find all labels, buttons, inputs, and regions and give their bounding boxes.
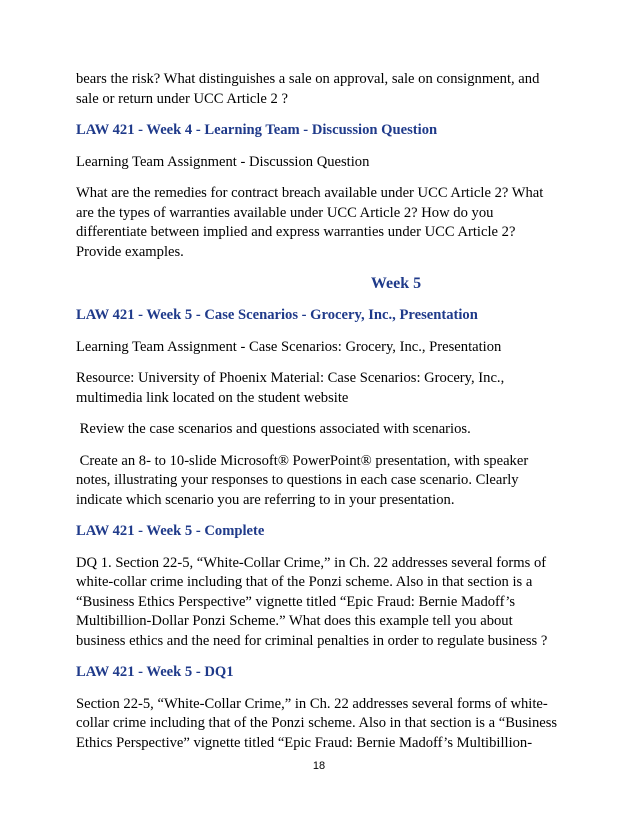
week4-assignment-label: Learning Team Assignment - Discussion Question — [76, 153, 370, 170]
text-line: bears the risk? What distinguishes a sale on approval, sale on consignment, and — [76, 71, 540, 87]
text-line: Create an 8- to 10-slide Microsoft® PowerPoint® presentation, with speaker — [76, 452, 529, 469]
week4-question-paragraph — [76, 184, 566, 262]
text-line: collar crime including that of the Ponzi scheme. Also in that section is a “Business — [76, 715, 558, 731]
text-line: Ethics Perspective” vignette titled “Epic Fraud: Bernie Madoff’s Multibillion- — [76, 734, 533, 751]
text-line: business ethics and the need for criminal penalties in order to regulate business ? — [76, 632, 548, 649]
text-line: are the types of warranties available under UCC Article 2? How do you — [76, 204, 494, 221]
text-line: sale or return under UCC Article 2 ? — [76, 90, 288, 107]
week5-case-heading: LAW 421 - Week 5 - Case Scenarios - Grocery, Inc., Presentation — [76, 307, 478, 323]
text-line: DQ 1. Section 22-5, “White-Collar Crime,” in Ch. 22 addresses several forms of — [76, 554, 547, 571]
page-number: 18 — [312, 760, 326, 772]
week5-create-paragraph — [76, 452, 566, 511]
intro-paragraph — [76, 70, 566, 109]
week5-complete-paragraph — [76, 554, 566, 652]
text-line: differentiate between implied and express warranties under UCC Article 2? — [76, 224, 516, 240]
week4-discussion-heading: LAW 421 - Week 4 - Learning Team - Discussion Question — [76, 122, 438, 138]
text-line: notes, illustrating your responses to questions in each case scenario. Clearly — [76, 472, 519, 488]
week5-section-title: Week 5 — [370, 275, 422, 292]
text-line: white-collar crime including that of the Ponzi scheme. Also in that section is a — [76, 574, 533, 590]
text-line: Resource: University of Phoenix Material: Case Scenarios: Grocery, Inc., — [76, 370, 505, 386]
text-line: indicate which scenario you are referring to in your presentation. — [76, 491, 455, 508]
text-line: Section 22-5, “White-Collar Crime,” in Ch. 22 addresses several forms of white- — [76, 695, 548, 712]
week5-dq1-paragraph — [76, 695, 566, 754]
page-content — [76, 70, 566, 753]
week5-resource-paragraph — [76, 369, 566, 408]
text-line: What are the remedies for contract breach available under UCC Article 2? What — [76, 185, 544, 201]
text-line: “Business Ethics Perspective” vignette titled “Epic Fraud: Bernie Madoff’s — [76, 593, 516, 610]
week5-complete-heading: LAW 421 - Week 5 - Complete — [76, 523, 265, 539]
text-line: Provide examples. — [76, 243, 184, 260]
text-line: multimedia link located on the student website — [76, 389, 349, 406]
week5-dq1-heading: LAW 421 - Week 5 - DQ1 — [76, 664, 234, 680]
text-line: Multibillion-Dollar Ponzi Scheme.” What does this example tell you about — [76, 613, 513, 629]
week5-case-assignment-label: Learning Team Assignment - Case Scenarios: Grocery, Inc., Presentation — [76, 338, 502, 355]
week5-review-paragraph: Review the case scenarios and questions associated with scenarios. — [76, 421, 471, 437]
